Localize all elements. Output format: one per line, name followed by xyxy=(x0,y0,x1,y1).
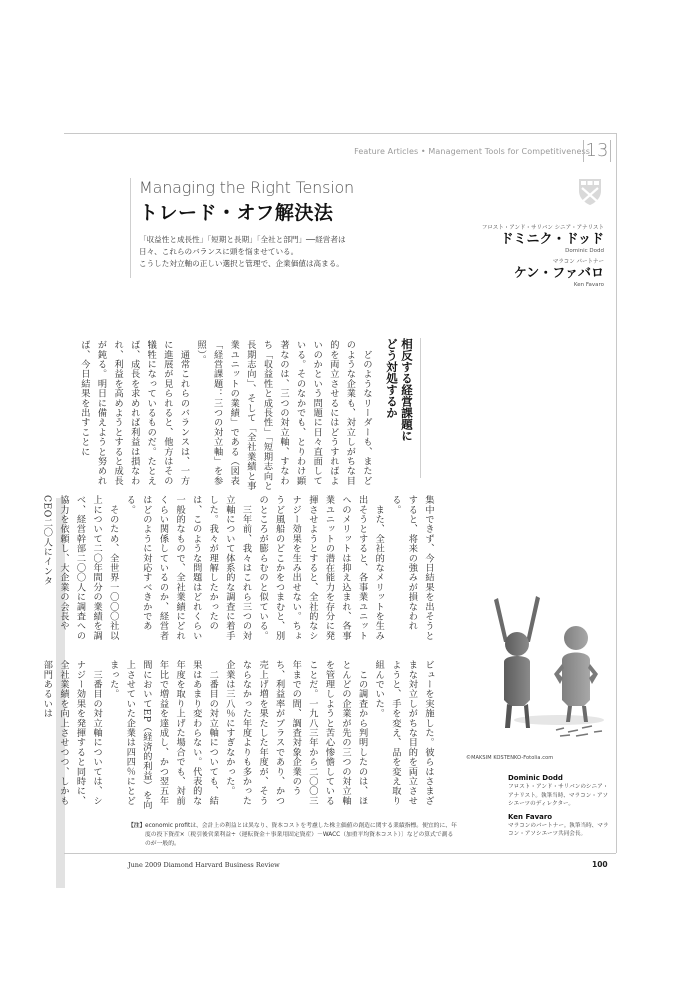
footer-issue: June 2009 Diamond Harvard Business Review xyxy=(128,861,280,869)
body-paragraph: この調査から判明したのは、ほとんどの企業が先の三つの対立軸を管理しようと苦心惨憺していることだ。一九八三年から二〇〇三年までの間、調査対象企業のうち、利益率がプラスであり、かつ売上げ増を果たした年度が、そうならなかった年度よりも多かった企業は三八％にすぎなかった。 xyxy=(223,660,368,806)
body-paragraph: 集中できず、今日結果を出そうとすると、将来の強みが損なわれる。 xyxy=(389,495,434,641)
title-english: Managing the Right Tension xyxy=(139,178,354,197)
body-paragraph: 二番目の対立軸についても、結果はあまり変わらない。代表的な年度を取り上げた場合でも、対前年比で増益を達成し、かつ翌五年間においてEP（経済的利益）を向上させていた企業は四四％にとどまった。 xyxy=(107,660,219,810)
author-role: マラコン パートナー xyxy=(552,259,604,265)
section-heading-line: どう対処するか xyxy=(385,338,399,419)
right-rule xyxy=(616,133,617,853)
footnote xyxy=(128,822,458,849)
author-name-ja: ドミニク・ドッド xyxy=(500,232,604,247)
author-name-ja: ケン・ファバロ xyxy=(513,266,604,281)
section-heading-line: 相反する経営課題に xyxy=(400,338,414,442)
section-number-tab: 13 xyxy=(583,140,611,162)
top-rule xyxy=(64,133,616,134)
body-paragraph: 通常これらのバランスは、一方に進展が見られると、他方はその犠牲になっているものだ。たとえば、成長を求めれば利益は損なわれ、利益を高めようとすると成長が鈍る。明日に備えようと努めれば、今日結果を出すことに xyxy=(78,340,190,486)
body-paragraph: ビューを実施した。彼らはさまざまな対立しがちな目的を両立させようと、手を変え、品を変え取り組んでいた。 xyxy=(373,660,434,806)
footnote-tag: 【注】 xyxy=(128,823,146,829)
lede xyxy=(139,234,354,270)
section-heading xyxy=(386,338,421,478)
author-role: フロスト・アンド・サリバン シニア・アナリスト xyxy=(481,225,604,231)
author-byline xyxy=(482,224,604,292)
running-head: Feature Articles • Management Tools for Competitiveness xyxy=(354,147,590,156)
footnote-text: economic profitは、会計上の利益とは異なり、資本コストを考慮した株主価値の創造に関する業績指標。便宜的に、年度の投下資産×〔税引後営業利益÷（運転資金＋事業用固定資産）－WACC（加重平均資本コスト）〕などの算式で測るのが一般的。 xyxy=(145,823,457,847)
bottom-rule xyxy=(64,853,616,854)
author-bios xyxy=(508,773,612,842)
harvard-shield-icon xyxy=(578,178,602,206)
body-text-band-bottom xyxy=(41,660,436,810)
bio-name: Dominic Dodd xyxy=(508,774,563,782)
title-japanese: トレード・オフ解決法 xyxy=(139,202,334,224)
body-paragraph: 三番目の対立軸については、シナジー効果を発揮すると同時に、全社業績を向上させつつ、しかも部門あるいは xyxy=(41,660,103,806)
bio-text: フロスト・アンド・サリバンのシニア・アナリスト。執筆当時、マラコン・アソシエーツのディレクター。 xyxy=(508,784,609,807)
author-name-en: Ken Favaro xyxy=(573,282,604,288)
bio-text: マラコンのパートナー。執筆当時、マラコン・アソシエーツ共同会長。 xyxy=(508,822,609,837)
lede-line: 「収益性と成長性」「短期と長期」「全社と部門」──経営者は xyxy=(139,235,346,244)
lede-line: こうした対立軸の正しい選択と管理で、企業価値は高まる。 xyxy=(139,259,344,268)
body-paragraph: 三年前、我々はこれら三つの対立軸について体系的な調査に着手した。我々が理解したかったのは、このような問題はどれくらい一般的なもので、全社業績にどれくらい関係しているのか、経営者はどのように対応すべきかである。 xyxy=(124,495,252,641)
bio-name: Ken Favaro xyxy=(508,812,553,821)
body-paragraph: そのため、全世界一〇〇〇社以上について二〇年間分の業績を調べ、経営幹部二〇〇人に調査への協力を依頼し、大企業の会長やCEO二〇人にインタ xyxy=(41,495,119,641)
two-figures-illustration xyxy=(464,560,614,740)
body-paragraph: どのようなリーダーも、またどのような企業も、対立しがちな目的を両立させるにはどうすればよいのかという問題に日々直面している。そのなかでも、とりわけ顕著なのは、三つの対立軸、すなわち「収益性と成長性」「短期志向と長期志向」、そして「全社業績と事業ユニットの業績」である（図表「経営課題：三つの対立軸」を参照）。 xyxy=(195,340,372,491)
title-block xyxy=(130,178,354,278)
body-text-band-top xyxy=(78,340,374,492)
author-name-en: Dominic Dodd xyxy=(565,248,604,254)
photo-credit: ©MAKSIM KOSTENKO-Fotolia.com xyxy=(466,755,554,761)
body-paragraph: また、全社的なメリットを生み出そうとすると、各事業ユニットへのメリットは抑え込まれ、各事業ユニットの潜在能力を存分に発揮させようとすると、全社的なシナジー効果を生み出せない。ちょうど風船のどこかをつまむと、別のところが膨らむのと似ている。 xyxy=(257,495,385,641)
lede-line: 日々、これらのバランスに頭を悩ませている。 xyxy=(139,247,299,256)
footer-page-number: 100 xyxy=(592,860,608,869)
body-text-band-middle xyxy=(41,495,436,645)
